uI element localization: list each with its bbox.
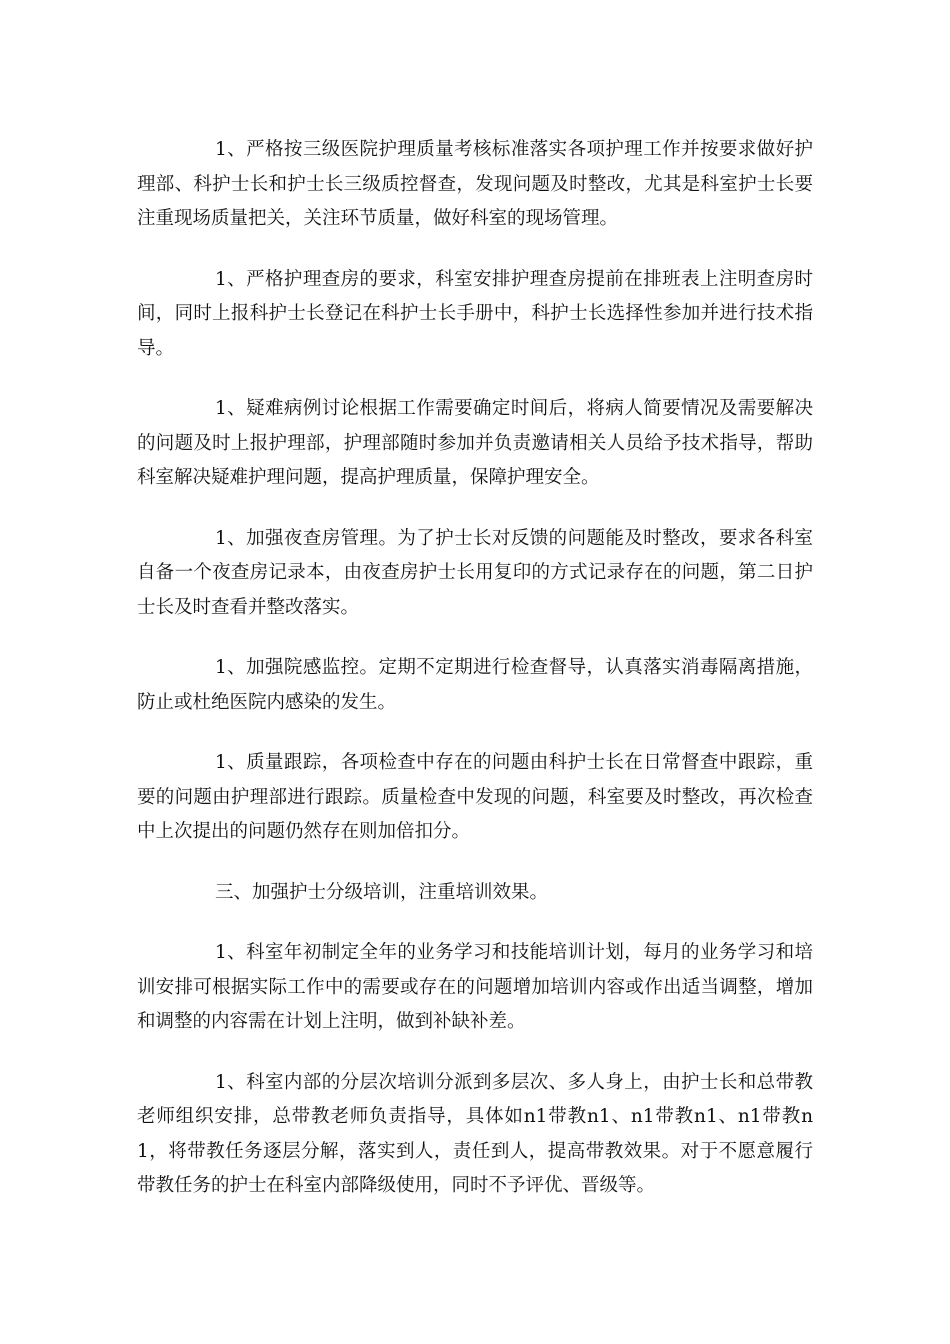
paragraph-training-plan: 1、科室年初制定全年的业务学习和技能培训计划，每月的业务学习和培训安排可根据实际工作中的需要或存在的问题增加培训内容或作出适当调整，增加和调整的内容需在计划上注明，做到补缺补差。	[137, 942, 813, 1032]
paragraph-ward-rounds: 1、严格护理查房的要求，科室安排护理查房提前在排班表上注明查房时间，同时上报科护士长登记在科护士长手册中，科护士长选择性参加并进行技术指导。	[137, 268, 813, 359]
section-heading-training: 三、加强护士分级培训，注重培训效果。	[215, 881, 549, 903]
paragraph-tiered-training: 1、科室内部的分层次培训分派到多层次、多人身上，由护士长和总带教老师组织安排，总带教老师负责指导，具体如n1带教n1、n1带教n1、n1带教n1，将带教任务逐层分解，落实到人，责任到人，提高带教效果。对于不愿意履行带教任务的护士在科室内部降级使用，同时不予评优、晋级等。	[137, 1071, 813, 1196]
paragraph-quality-control: 1、严格按三级医院护理质量考核标准落实各项护理工作并按要求做好护理部、科护士长和护士长三级质控督查，发现问题及时整改，尤其是科室护士长要注重现场质量把关，关注环节质量，做好科室的现场管理。	[137, 139, 813, 229]
paragraph-infection-control: 1、加强院感监控。定期不定期进行检查督导，认真落实消毒隔离措施，防止或杜绝医院内感染的发生。	[137, 657, 813, 713]
paragraph-night-rounds: 1、加强夜查房管理。为了护士长对反馈的问题能及时整改，要求各科室自备一个夜查房记录本，由夜查房护士长用复印的方式记录存在的问题，第二日护士长及时查看并整改落实。	[137, 527, 813, 618]
paragraph-quality-tracking: 1、质量跟踪，各项检查中存在的问题由科护士长在日常督查中跟踪，重要的问题由护理部进行跟踪。质量检查中发现的问题，科室要及时整改，再次检查中上次提出的问题仍然存在则加倍扣分。	[137, 752, 813, 842]
document-body	[137, 133, 813, 1230]
paragraph-difficult-cases: 1、疑难病例讨论根据工作需要确定时间后，将病人简要情况及需要解决的问题及时上报护理部，护理部随时参加并负责邀请相关人员给予技术指导，帮助科室解决疑难护理问题，提高护理质量，保障护理安全。	[137, 398, 813, 488]
